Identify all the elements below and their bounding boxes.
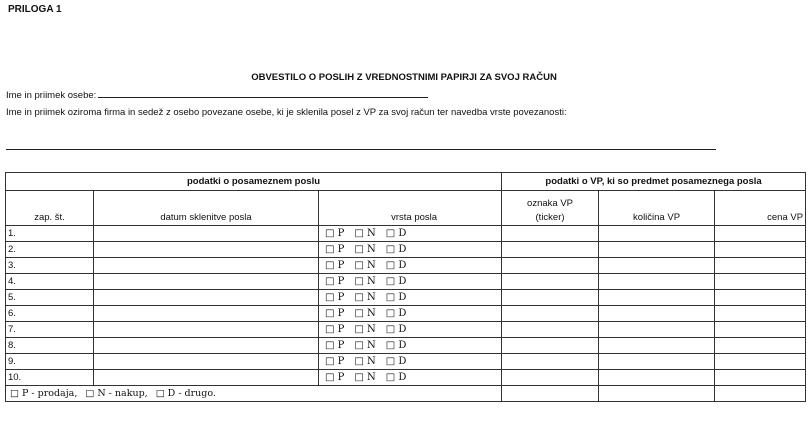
group-header-security: podatki o VP, ki so predmet posameznega posla [502,173,806,191]
price-cell[interactable] [715,242,806,258]
related-person-label: Ime in priimek oziroma firma in sedež z osebo povezane osebe, ki je sklenila posel z VP za svoj račun ter navedba vrste povezanosti: [6,107,567,118]
table-row [6,274,806,290]
quantity-cell[interactable] [599,242,715,258]
type-option-checkbox[interactable]: □ D [385,259,407,271]
type-cell [319,370,502,386]
type-option-checkbox[interactable]: □ N [354,291,376,303]
date-cell[interactable] [94,274,319,290]
quantity-cell[interactable] [599,274,715,290]
type-option-checkbox[interactable]: □ D [385,371,407,383]
row-number: 4. [6,274,94,290]
date-cell[interactable] [94,322,319,338]
type-cell [319,338,502,354]
quantity-cell[interactable] [599,354,715,370]
row-number: 8. [6,338,94,354]
table-row [6,290,806,306]
row-number: 1. [6,226,94,242]
type-cell [319,242,502,258]
type-option-checkbox[interactable]: □ P [325,371,345,383]
table-row [6,322,806,338]
price-cell[interactable] [715,354,806,370]
row-number: 7. [6,322,94,338]
type-cell [319,322,502,338]
date-cell[interactable] [94,226,319,242]
price-cell[interactable] [715,306,806,322]
row-number: 10. [6,370,94,386]
table-row [6,306,806,322]
col-header-ticker-line2: (ticker) [535,212,565,223]
table-row [6,338,806,354]
price-cell[interactable] [715,338,806,354]
type-cell [319,290,502,306]
quantity-cell[interactable] [599,322,715,338]
date-cell[interactable] [94,354,319,370]
ticker-cell[interactable] [502,226,599,242]
ticker-cell[interactable] [502,370,599,386]
col-header-quantity: količina VP [599,191,715,226]
row-number: 9. [6,354,94,370]
table-row [6,242,806,258]
table-row [6,370,806,386]
date-cell[interactable] [94,258,319,274]
type-option-checkbox[interactable]: □ P [325,323,345,335]
type-option-checkbox[interactable]: □ D [385,355,407,367]
type-option-checkbox[interactable]: □ N [354,227,376,239]
table-row [6,354,806,370]
type-cell [319,354,502,370]
quantity-cell[interactable] [599,370,715,386]
date-cell[interactable] [94,306,319,322]
date-cell[interactable] [94,290,319,306]
type-option-checkbox[interactable]: □ P [325,243,345,255]
type-option-checkbox[interactable]: □ N [354,371,376,383]
col-header-type: vrsta posla [319,191,502,226]
table-row [6,226,806,242]
legend-row [6,386,806,402]
col-header-date: datum sklenitve posla [94,191,319,226]
table-row [6,258,806,274]
type-option-checkbox[interactable]: □ D [385,339,407,351]
row-number: 2. [6,242,94,258]
type-cell [319,226,502,242]
legend-item: □ P - prodaja, [10,387,78,399]
annex-label: PRILOGA 1 [8,4,62,15]
col-header-price: cena VP [715,191,806,226]
group-header-transaction: podatki o posameznem poslu [6,173,502,191]
type-option-checkbox[interactable]: □ P [325,307,345,319]
form-title: OBVESTILO O POSLIH Z VREDNOSTNIMI PAPIRJI ZA SVOJ RAČUN [251,72,557,83]
quantity-cell[interactable] [599,290,715,306]
type-option-checkbox[interactable]: □ D [385,243,407,255]
price-cell[interactable] [715,370,806,386]
type-cell [319,258,502,274]
legend [6,386,502,402]
col-header-no: zap. št. [6,191,94,226]
legend-item: □ N - nakup, [85,387,148,399]
type-option-checkbox[interactable]: □ P [325,355,345,367]
price-cell[interactable] [715,322,806,338]
type-option-checkbox[interactable]: □ P [325,227,345,239]
person-name-blank [98,88,428,98]
type-option-checkbox[interactable]: □ N [354,339,376,351]
type-option-checkbox[interactable]: □ N [354,323,376,335]
row-number: 3. [6,258,94,274]
person-name-row [6,88,428,101]
date-cell[interactable] [94,370,319,386]
ticker-cell[interactable] [502,258,599,274]
col-header-ticker-line1: oznaka VP [527,198,573,209]
row-number: 5. [6,290,94,306]
transactions-table [5,172,806,402]
price-cell[interactable] [715,274,806,290]
type-option-checkbox[interactable]: □ N [354,307,376,319]
type-cell [319,306,502,322]
ticker-cell[interactable] [502,242,599,258]
quantity-cell[interactable] [599,306,715,322]
type-option-checkbox[interactable]: □ D [385,291,407,303]
date-cell[interactable] [94,338,319,354]
price-cell[interactable] [715,226,806,242]
ticker-cell[interactable] [502,354,599,370]
row-number: 6. [6,306,94,322]
type-option-checkbox[interactable]: □ P [325,259,345,271]
quantity-cell[interactable] [599,226,715,242]
ticker-cell[interactable] [502,306,599,322]
legend-empty-cell [599,386,715,402]
type-option-checkbox[interactable]: □ D [385,307,407,319]
ticker-cell[interactable] [502,274,599,290]
legend-item: □ D - drugo. [155,387,216,399]
ticker-cell[interactable] [502,290,599,306]
price-cell[interactable] [715,258,806,274]
related-person-blank [6,149,716,150]
person-name-label: Ime in priimek osebe: [6,90,97,101]
col-header-ticker [502,191,599,226]
quantity-cell[interactable] [599,258,715,274]
type-option-checkbox[interactable]: □ N [354,259,376,271]
price-cell[interactable] [715,290,806,306]
type-option-checkbox[interactable]: □ N [354,275,376,287]
type-option-checkbox[interactable]: □ N [354,243,376,255]
type-cell [319,274,502,290]
legend-empty-cell [715,386,806,402]
ticker-cell[interactable] [502,322,599,338]
date-cell[interactable] [94,242,319,258]
type-option-checkbox[interactable]: □ D [385,323,407,335]
type-option-checkbox[interactable]: □ P [325,339,345,351]
type-option-checkbox[interactable]: □ N [354,355,376,367]
quantity-cell[interactable] [599,338,715,354]
ticker-cell[interactable] [502,338,599,354]
legend-empty-cell [502,386,599,402]
type-option-checkbox[interactable]: □ D [385,227,407,239]
type-option-checkbox[interactable]: □ P [325,275,345,287]
type-option-checkbox[interactable]: □ D [385,275,407,287]
type-option-checkbox[interactable]: □ P [325,291,345,303]
